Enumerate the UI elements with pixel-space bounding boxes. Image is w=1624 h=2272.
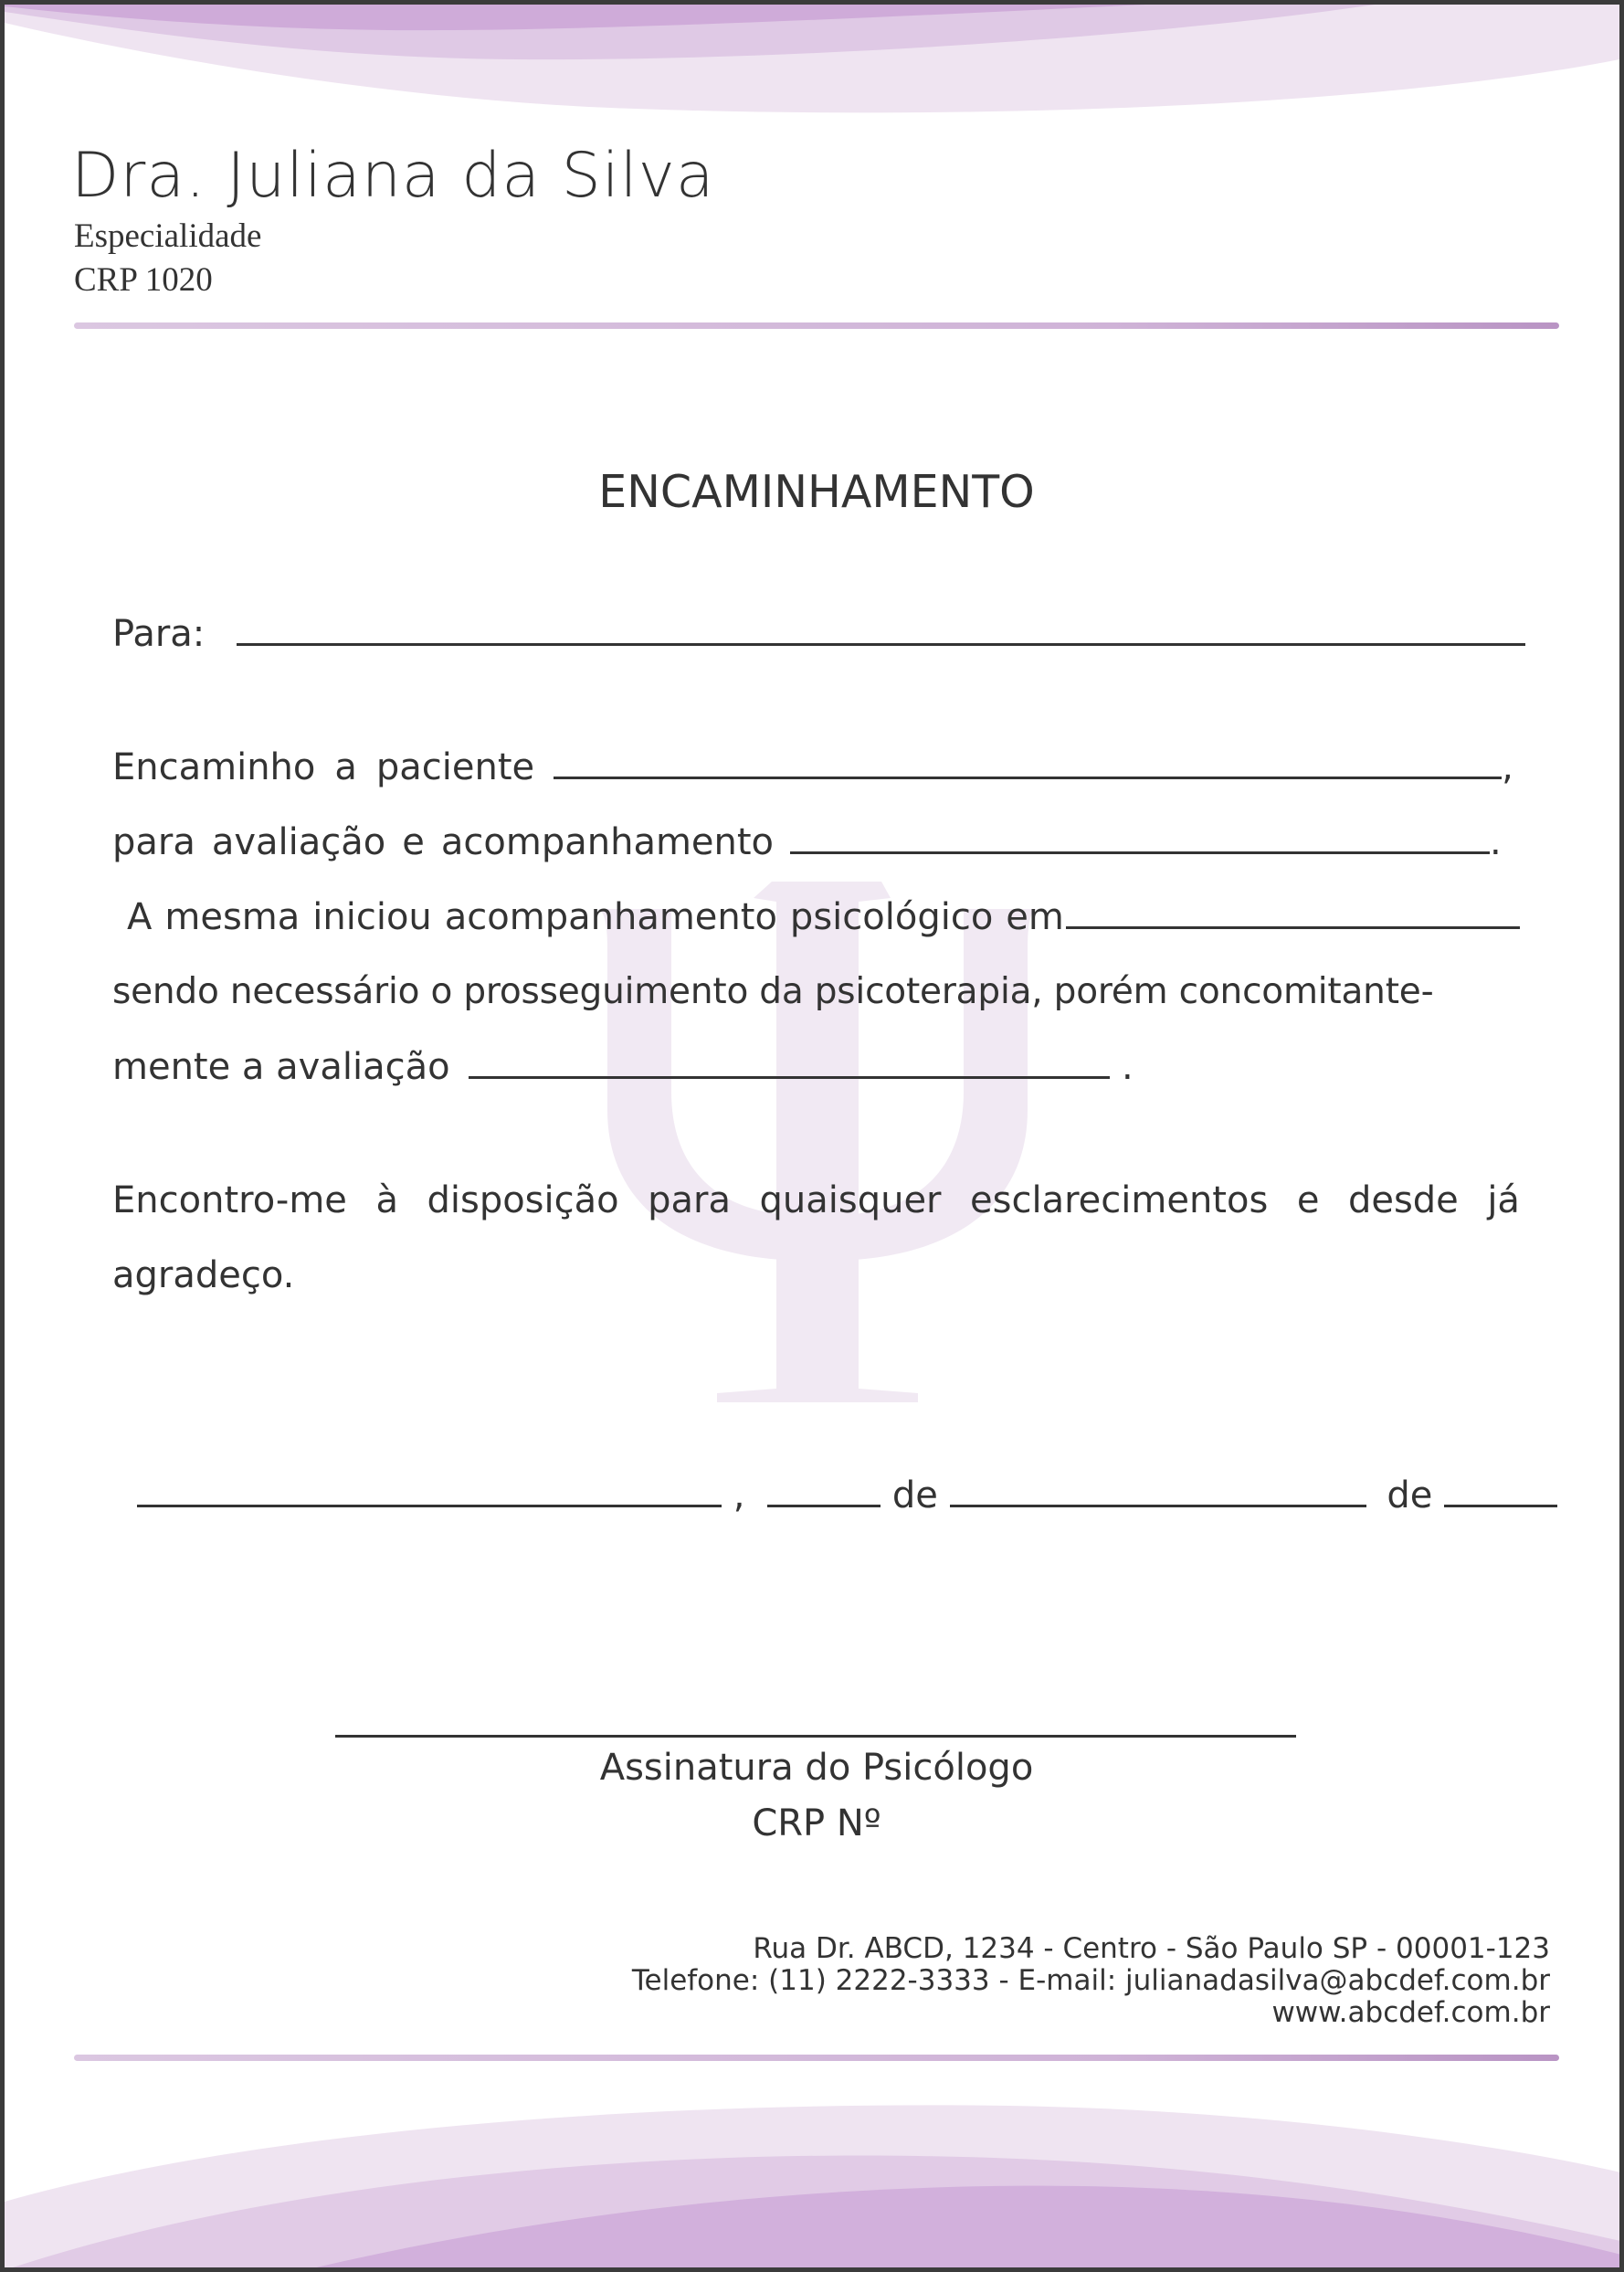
para-blank[interactable] bbox=[237, 607, 1525, 646]
date-line bbox=[137, 1458, 1498, 1533]
mesma-word: A bbox=[127, 896, 153, 938]
encontro-word: e bbox=[1296, 1179, 1320, 1221]
year-blank[interactable] bbox=[1444, 1468, 1557, 1507]
encontro-word: esclarecimentos bbox=[970, 1179, 1269, 1221]
date-de-2: de bbox=[1387, 1474, 1433, 1516]
doctor-specialty: Especialidade bbox=[74, 217, 262, 255]
mesma-line bbox=[112, 880, 1520, 955]
city-blank[interactable] bbox=[137, 1468, 722, 1507]
mesma-word: em bbox=[1006, 896, 1064, 938]
top-wave-decoration bbox=[5, 5, 1624, 123]
encontro-word: para bbox=[648, 1179, 731, 1221]
acompanhamento-blank[interactable] bbox=[790, 815, 1490, 854]
month-blank[interactable] bbox=[950, 1468, 1366, 1507]
encaminho-line bbox=[112, 730, 1520, 805]
encaminho-word: Encaminho bbox=[112, 746, 316, 788]
encontro-word: à bbox=[375, 1179, 398, 1221]
encontro-word: disposição bbox=[427, 1179, 619, 1221]
encontro-word: desde bbox=[1347, 1179, 1459, 1221]
encontro-word: quaisquer bbox=[759, 1179, 942, 1221]
doctor-name: Dra. Juliana da Silva bbox=[71, 140, 715, 212]
agradeco-line: agradeço. bbox=[112, 1254, 295, 1296]
document-title: ENCAMINHAMENTO bbox=[598, 466, 1035, 518]
mesma-word: psicológico bbox=[789, 896, 994, 938]
inicio-date-blank[interactable] bbox=[1066, 890, 1520, 929]
paciente-blank[interactable] bbox=[554, 740, 1502, 779]
encontro-word: já bbox=[1487, 1179, 1520, 1221]
mente-line bbox=[112, 1030, 1520, 1104]
mente-text: mente a avaliação bbox=[112, 1046, 450, 1088]
para-label: Para: bbox=[112, 613, 206, 655]
avaliacao-word: avaliação bbox=[211, 821, 386, 863]
mesma-word: acompanhamento bbox=[444, 896, 777, 938]
footer-address: Rua Dr. ABCD, 1234 - Centro - São Paulo SP - 00001-123 bbox=[753, 1932, 1550, 1965]
signature-crp: CRP Nº bbox=[752, 1802, 881, 1844]
footer-contact: Telefone: (11) 2222-3333 - E-mail: julianadasilva@abcdef.com.br bbox=[631, 1964, 1550, 1997]
avaliacao-period: . bbox=[1122, 1046, 1134, 1088]
footer-website: www.abcdef.com.br bbox=[1271, 1996, 1550, 2029]
mesma-word: iniciou bbox=[312, 896, 432, 938]
encontro-word: Encontro-me bbox=[112, 1179, 347, 1221]
date-de-1: de bbox=[891, 1474, 938, 1516]
mesma-word: mesma bbox=[164, 896, 301, 938]
encaminho-word: a bbox=[334, 746, 357, 788]
date-comma: , bbox=[733, 1474, 745, 1516]
signature-line[interactable] bbox=[335, 1735, 1296, 1738]
avaliacao-word: acompanhamento bbox=[440, 821, 775, 863]
avaliacao-word: e bbox=[402, 821, 425, 863]
para-line bbox=[112, 597, 1520, 671]
signature-label: Assinatura do Psicólogo bbox=[599, 1747, 1034, 1789]
avaliacao-blank[interactable] bbox=[469, 1040, 1110, 1079]
encaminho-word: paciente bbox=[375, 746, 535, 788]
avaliacao-word: para bbox=[112, 821, 195, 863]
encontro-line bbox=[112, 1163, 1520, 1238]
acompanhamento-period: . bbox=[1490, 821, 1502, 863]
bottom-wave-decoration bbox=[5, 2060, 1624, 2272]
header-divider bbox=[74, 322, 1559, 329]
sendo-line: sendo necessário o prosseguimento da psicoterapia, porém concomitante- bbox=[112, 971, 1434, 1012]
paciente-comma: , bbox=[1502, 746, 1513, 788]
day-blank[interactable] bbox=[767, 1468, 881, 1507]
avaliacao-line bbox=[112, 805, 1520, 880]
doctor-crp: CRP 1020 bbox=[74, 261, 213, 299]
